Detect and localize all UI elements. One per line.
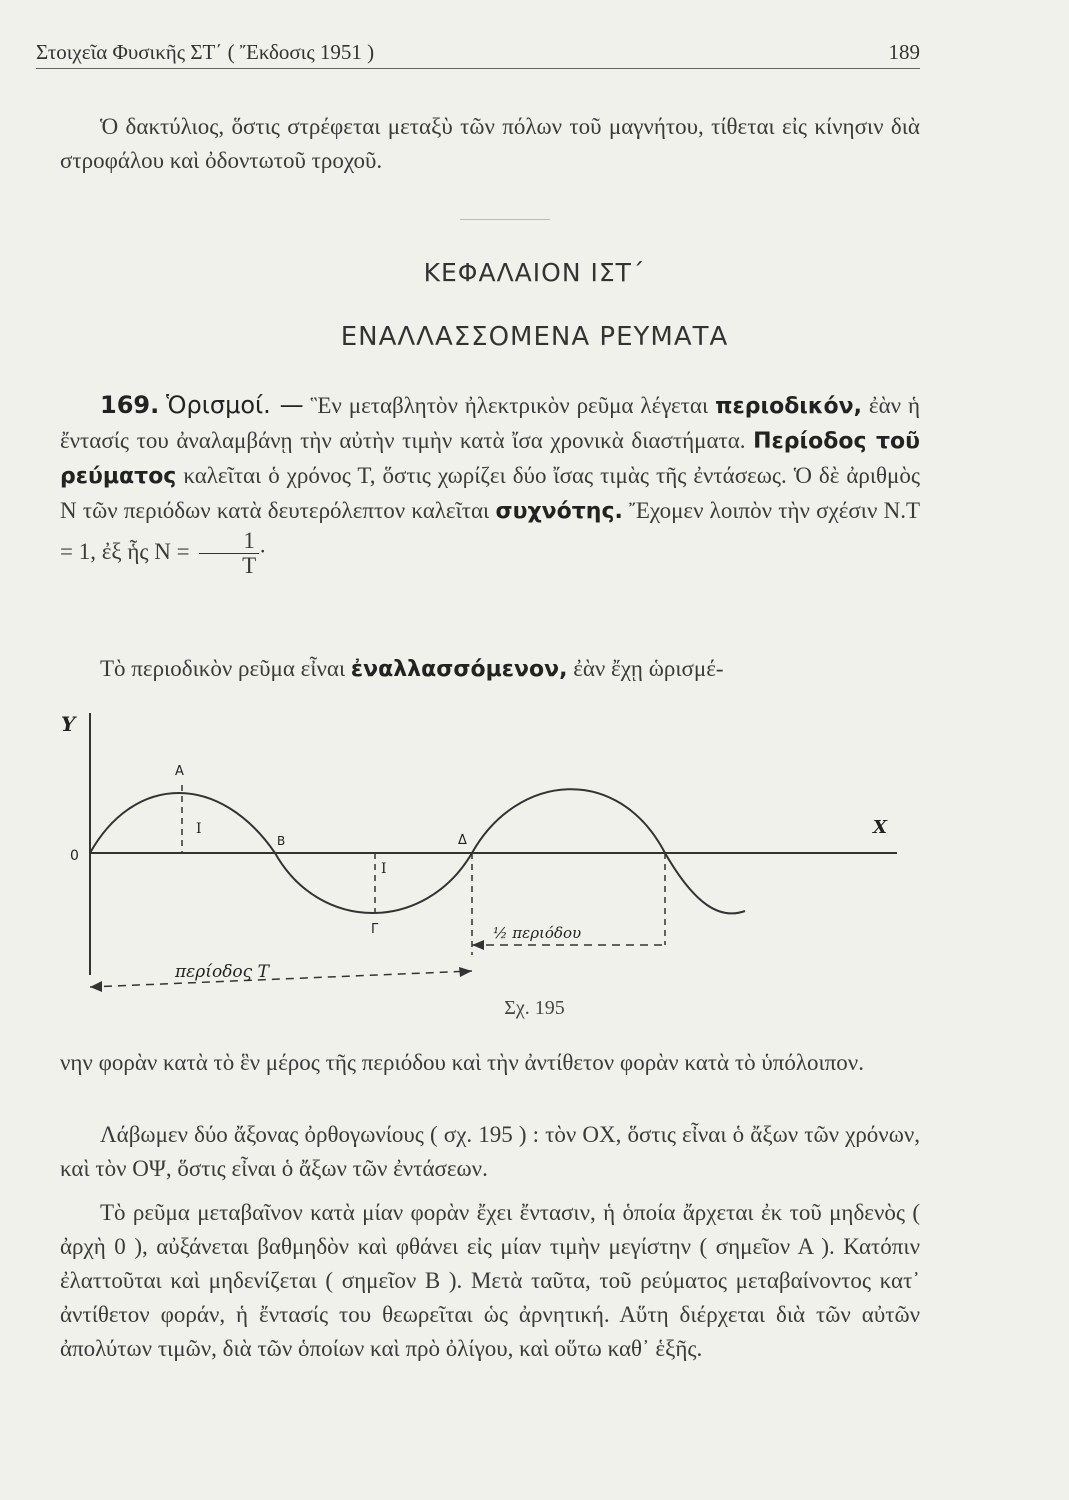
- definitions-text-3: καλεῖται ὁ χρόνος Τ, ὅστις χωρίζει δύο ἴσας τιμὰς τῆς ἐντάσεως. Ὁ δὲ ἀριθμὸς Ν τῶν περιόδων κατὰ δευτερόλεπτον καλεῖται: [60, 463, 920, 523]
- y-axis-label: Y: [61, 712, 76, 736]
- fraction-denominator: Τ: [242, 553, 257, 578]
- section-title: Ὁρισμοί. —: [166, 391, 304, 419]
- term-alternating: ἐναλλασσόμενον,: [350, 657, 568, 682]
- chapter-label: ΚΕΦΑΛΑΙΟΝ ΙΣΤ΄: [423, 258, 646, 287]
- section-number: 169.: [100, 391, 160, 419]
- period-arrow-line: [90, 971, 472, 987]
- point-g-label: Γ: [371, 922, 379, 937]
- origin-label: 0: [70, 848, 79, 864]
- marker-i-trough: Ι: [381, 861, 387, 877]
- figure-caption: Σχ. 195: [504, 997, 565, 1019]
- definitions-text-2: ἐὰν ἡ ἔντασίς του ἀναλαμβάνῃ τὴν αὐτὴν τιμὴν κατὰ ἴσα χρονικὰ διαστήματα.: [60, 393, 921, 453]
- section-divider: [460, 219, 550, 220]
- alternating-text-1: Τὸ περιοδικὸν ρεῦμα εἶναι: [100, 656, 346, 681]
- definitions-text-end: ·: [258, 538, 267, 564]
- fraction-1-over-t: [199, 529, 259, 578]
- page-number: 189: [888, 40, 920, 64]
- sine-curve: [90, 789, 745, 913]
- axes-paragraph: Λάβωμεν δύο ἄξονας ὀρθογωνίους ( σχ. 195 ) : τὸν ΟΧ, ὅστις εἶναι ὁ ἄξων τῶν χρόνων, καὶ τὸν ΟΨ, ὅστις εἶναι ὁ ἄξων τῶν ἐντάσεων.: [60, 1122, 920, 1181]
- marker-i-peak: Ι: [196, 821, 202, 837]
- term-frequency: συχνότης.: [495, 499, 623, 524]
- point-d-label: Δ: [458, 833, 467, 848]
- half-period-label: ½ περιόδου: [493, 924, 582, 942]
- half-period-arrow-head: [472, 940, 484, 950]
- header-title: Στοιχεῖα Φυσικῆς ΣΤ΄ ( Ἔκδοσις 1951 ): [36, 40, 375, 64]
- term-periodic: περιοδικόν,: [715, 394, 862, 419]
- period-label: περίοδος Τ: [175, 962, 269, 982]
- current-description-paragraph: Τὸ ρεῦμα μεταβαῖνον κατὰ μίαν φορὰν ἔχει ἔντασιν, ἡ ὁποία ἄρχεται ἐκ τοῦ μηδενὸς ( ἀρχὴ 0 ), αὐξάνεται βαθμηδὸν καὶ φθάνει εἰς μίαν τιμὴν μεγίστην ( σημεῖον Α ). Κατόπιν ἐλαττοῦται καὶ μηδενίζεται ( σημεῖον Β ). Μετὰ ταῦτα, τοῦ ρεύματος μεταβαίνοντος κατ᾽ ἀντίθετον φοράν, ἡ ἔντασίς του θεωρεῖται ὡς ἀρνητική. Αὕτη διέρχεται διὰ τῶν αὐτῶν ἀπολύτων τιμῶν, διὰ τῶν ὁποίων καὶ πρὸ ὀλίγου, καὶ οὕτω καθ᾽ ἑξῆς.: [60, 1200, 920, 1361]
- point-b-label: Β: [277, 834, 286, 848]
- alternating-paragraph: [60, 652, 920, 687]
- definitions-paragraph: [60, 388, 920, 578]
- alternating-text-2: ἐὰν ἔχῃ ὡρισμέ-: [573, 656, 724, 681]
- chapter-title: ΕΝΑΛΛΑΣΣΟΜΕΝΑ ΡΕΥΜΑΤΑ: [340, 322, 729, 352]
- running-header: [36, 40, 920, 69]
- definitions-text-4: Ἔχομεν λοιπὸν τὴν σχέσιν Ν.Τ = 1, ἐξ ἧς Ν =: [60, 498, 921, 564]
- fraction-numerator: 1: [199, 529, 259, 554]
- sine-wave-figure: [55, 705, 915, 1005]
- x-axis-label: X: [873, 817, 887, 838]
- point-a-label: Α: [175, 764, 184, 779]
- term-period: Περίοδος τοῦ ρεύματος: [60, 429, 921, 489]
- continuation-paragraph: νην φορὰν κατὰ τὸ ἓν μέρος τῆς περιόδου καὶ τὴν ἀντίθετον φορὰν κατὰ τὸ ὑπόλοιπον.: [60, 1050, 864, 1075]
- period-arrow-head-left: [90, 981, 102, 992]
- intro-paragraph: Ὁ δακτύλιος, ὅστις στρέφεται μεταξὺ τῶν πόλων τοῦ μαγνήτου, τίθεται εἰς κίνησιν διὰ στροφάλου καὶ ὀδοντωτοῦ τροχοῦ.: [60, 114, 920, 173]
- definitions-text-1: Ἓν μεταβλητὸν ἠλεκτρικὸν ρεῦμα λέγεται: [310, 393, 709, 418]
- period-arrow-head-right: [459, 967, 472, 977]
